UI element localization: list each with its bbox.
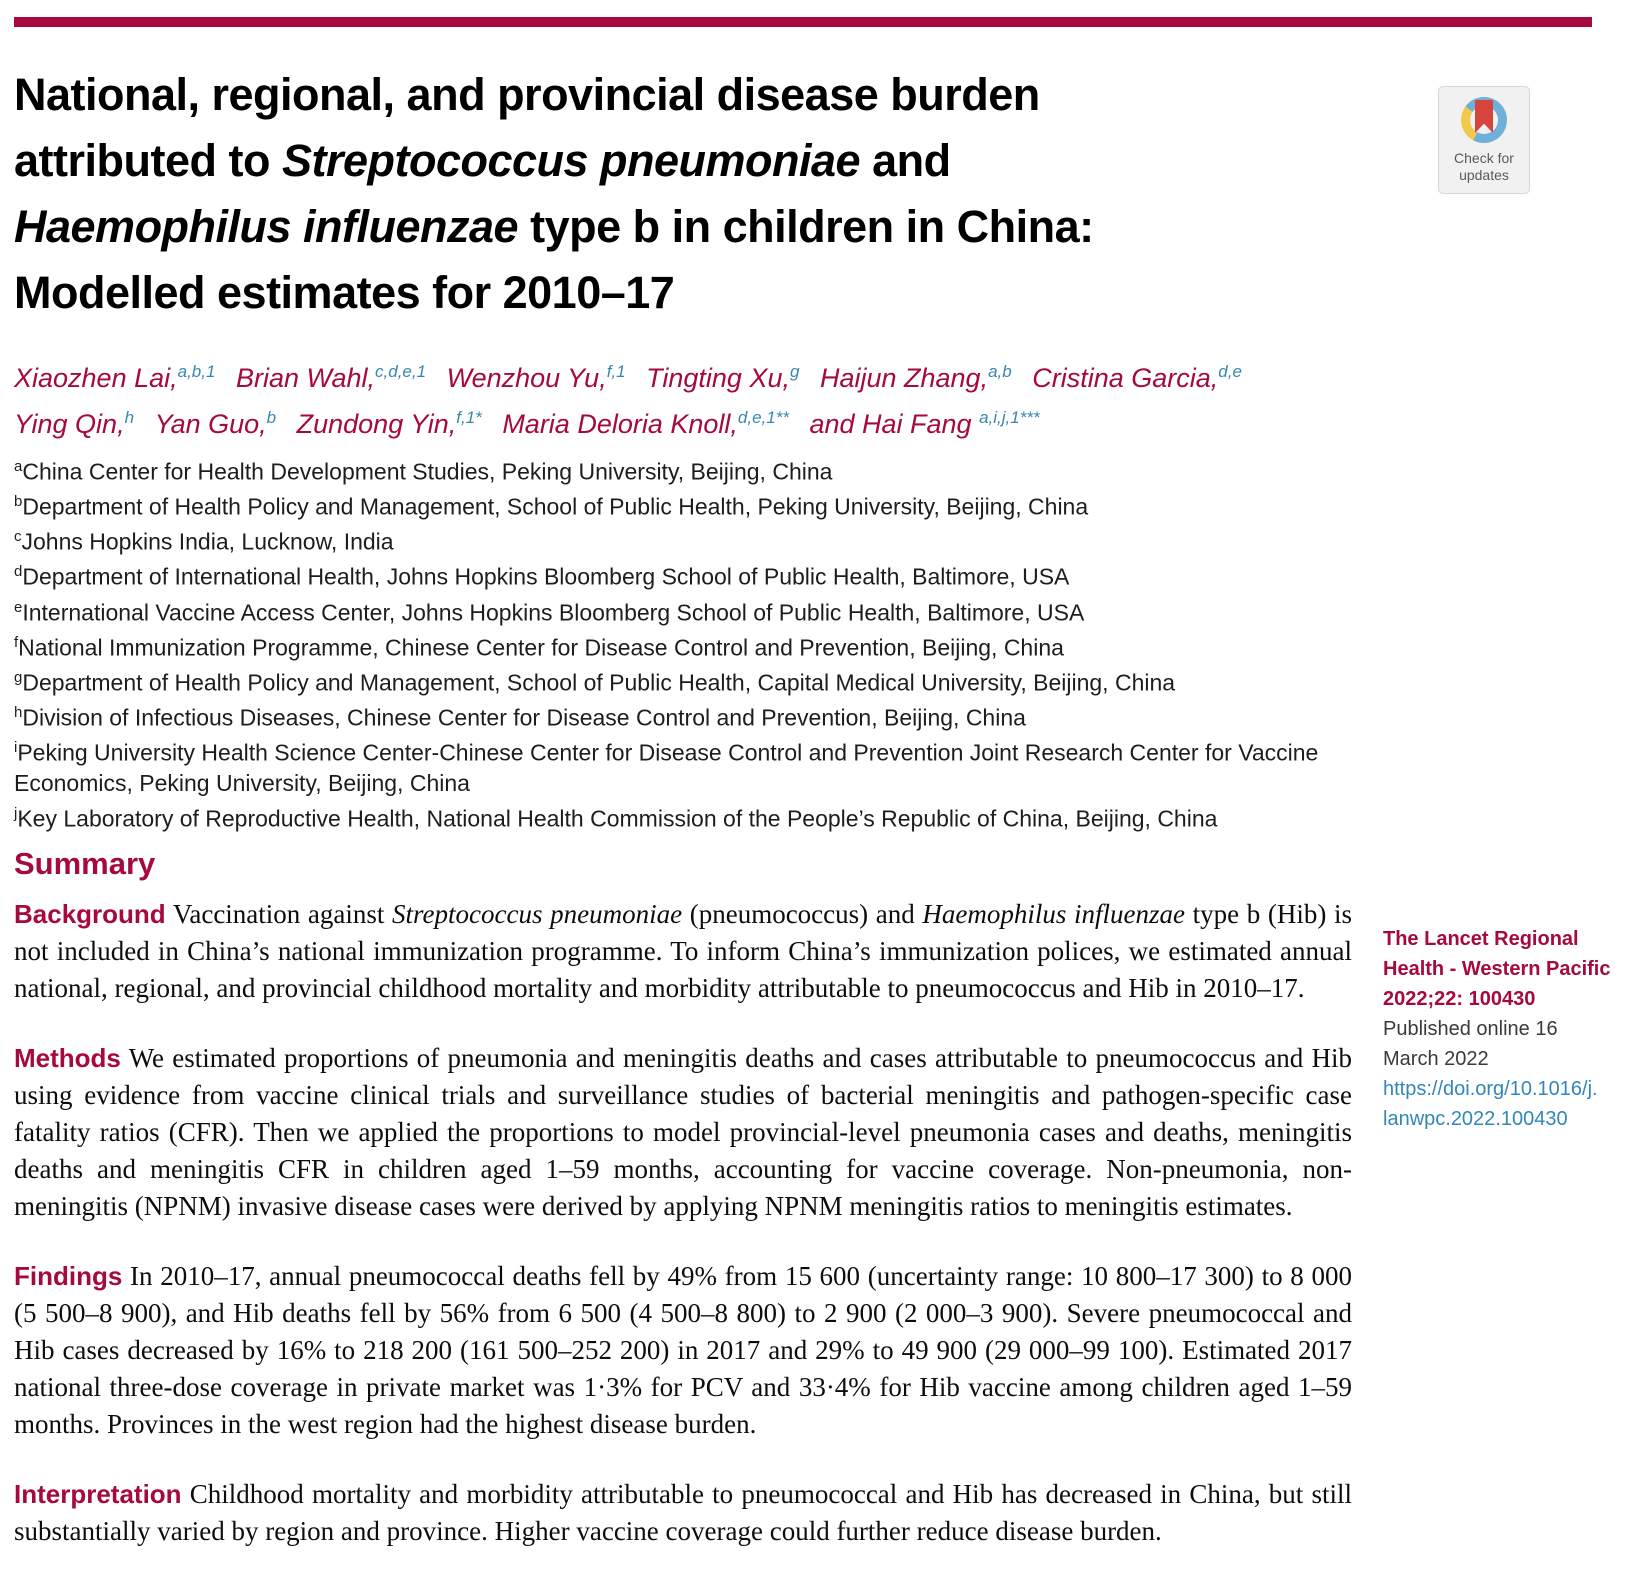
check-for-updates-icon (1461, 97, 1507, 143)
title-line-2: attributed to Streptococcus pneumoniae and (14, 135, 951, 186)
author-superscript: c,d,e,1 (375, 362, 427, 381)
affiliation-entry: $^b$Department of Health Policy and Management, School of Public Health, Peking University, Beijing, China (14, 493, 1089, 520)
author-entry: Zundong Yin,$^{f,1*}$ (296, 408, 482, 439)
author-entry: Wenzhou Yu,$^{f,1}$ (446, 362, 626, 393)
title-line-1: National, regional, and provincial disease burden (14, 69, 1040, 120)
title-line-4: Modelled estimates for 2010–17 (14, 267, 675, 318)
affiliation-entry: $^g$Department of Health Policy and Management, School of Public Health, Capital Medical University, Beijing, China (14, 668, 1176, 696)
interpretation-paragraph: Interpretation Childhood mortality and morbidity attributable to pneumococcal and Hib has decreased in China, but still substantially varied by region and province. Higher vaccine coverage could further reduce disease burden. (14, 1479, 1352, 1547)
background-paragraph: Background Vaccination against Streptococcus pneumoniae (pneumococcus) and Haemophilus influenzae type b (Hib) is not included in China’s national immunization programme. To inform China’s immunization polices, we estimated annual national, regional, and provincial childhood mortality and morbidity attributable to pneumococcus and Hib in 2010–17. (14, 899, 1353, 1003)
author-superscript: f,1 (606, 362, 626, 381)
species-name-italic: Haemophilus influenzae (922, 899, 1186, 929)
author-superscript: h (124, 408, 135, 427)
summary-section (14, 846, 1352, 1550)
affiliation-entry: $^e$International Vaccine Access Center, Johns Hopkins Bloomberg School of Public Health, Baltimore, USA (14, 598, 1085, 626)
journal-info-sidebar (1383, 846, 1646, 1134)
author-superscript: a,i,j,1*** (979, 408, 1040, 427)
badge-label: Check for updates (1454, 150, 1514, 183)
affiliation-entry: $^h$Division of Infectious Diseases, Chinese Center for Disease Control and Prevention, Beijing, China (14, 704, 1026, 731)
author-entry: Xiaozhen Lai,$^{a,b,1}$ (14, 362, 216, 393)
species-name-italic: Streptococcus pneumoniae (392, 899, 683, 929)
author-superscript: g (789, 362, 800, 381)
findings-label: Findings (14, 1261, 123, 1292)
author-superscript: a,b,1 (177, 362, 216, 381)
author-entry: Cristina Garcia,$^{d,e}$ (1032, 362, 1242, 393)
author-entry: Ying Qin,$^h$ (14, 408, 135, 439)
affiliation-entry: $^c$Johns Hopkins India, Lucknow, India (14, 528, 394, 555)
species-name-italic: Haemophilus influenzae (14, 201, 519, 252)
methods-label: Methods (14, 1043, 121, 1074)
journal-citation: The Lancet Regional Health - Western Pacific 2022;22: 100430 (1383, 928, 1611, 1010)
findings-paragraph: Findings In 2010–17, annual pneumococcal deaths fell by 49% from 15 600 (uncertainty range: 10 800–17 300) to 8 000 (5 500–8 900), and Hib deaths fell by 56% from 6 500 (4 500–8 800) to 2 900 (2 000–3 900). Severe pneumococcal and Hib cases decreased by 16% to 218 200 (161 500–252 200) in 2017 and 29% to 49 900 (29 000–99 100). Estimated 2017 national three-dose coverage in private market was 1·3% for PCV and 33·4% for Hib vaccine among children aged 1–59 months. Provinces in the west region had the highest disease burden. (14, 1261, 1352, 1439)
affiliation-list (14, 452, 1359, 834)
author-entry: Tingting Xu,$^g$ (646, 362, 800, 393)
published-date: Published online 16 March 2022 (1383, 1018, 1558, 1070)
interpretation-label: Interpretation (14, 1479, 182, 1510)
affiliation-entry: $^f$National Immunization Programme, Chinese Center for Disease Control and Prevention, Beijing, China (14, 633, 1064, 661)
author-entry: Brian Wahl,$^{c,d,e,1}$ (235, 362, 427, 393)
bookmark-icon (1475, 100, 1493, 133)
author-entry: Maria Deloria Knoll,$^{d,e,1**}$ (502, 408, 789, 439)
background-label: Background (14, 899, 166, 929)
author-entry: Haijun Zhang,$^{a,b}$ (819, 362, 1012, 393)
doi-link[interactable]: https://doi.org/10.1016/j. lanwpc.2022.100430 (1383, 1078, 1598, 1130)
author-list (14, 352, 1324, 444)
affiliation-entry: $^i$Peking University Health Science Center-Chinese Center for Disease Control and Prevention Joint Research Center for Vaccine Economics, Peking University, Beijing, China (14, 739, 1319, 797)
author-superscript: a,b (988, 362, 1012, 381)
summary-heading: Summary (14, 846, 156, 881)
species-name-italic: Streptococcus pneumoniae (281, 135, 861, 186)
author-entry: Yan Guo,$^b$ (154, 408, 277, 439)
author-superscript: d,e (1218, 362, 1242, 381)
author-superscript: d,e,1** (737, 408, 789, 427)
title-line-3: Haemophilus influenzae type b in children in China: (14, 201, 1094, 252)
author-entry: and Hai Fang $^{a,i,j,1***}$ (809, 408, 1040, 439)
affiliation-entry: $^d$Department of International Health, Johns Hopkins Bloomberg School of Public Health, Baltimore, USA (14, 563, 1070, 591)
page-title (14, 62, 1214, 326)
methods-paragraph: Methods We estimated proportions of pneumonia and meningitis deaths and cases attributable to pneumococcus and Hib using evidence from vaccine clinical trials and surveillance studies of bacterial meningitis and pathogen-specific case fatality ratios (CFR). Then we applied the proportions to model provincial-level pneumonia cases and deaths, meningitis deaths and meningitis CFR in children aged 1–59 months, accounting for vaccine coverage. Non-pneumonia, non-meningitis (NPNM) invasive disease cases were derived by applying NPNM meningitis ratios to meningitis estimates. (14, 1043, 1353, 1221)
top-rule (14, 17, 1592, 27)
affiliation-entry: $^j$Key Laboratory of Reproductive Health, National Health Commission of the People’s Republic of China, Beijing, China (14, 804, 1218, 832)
check-for-updates-badge[interactable] (1438, 86, 1530, 194)
affiliation-entry: $^a$China Center for Health Development Studies, Peking University, Beijing, China (14, 458, 833, 485)
author-superscript: f,1* (456, 408, 482, 427)
author-superscript: b (266, 408, 277, 427)
